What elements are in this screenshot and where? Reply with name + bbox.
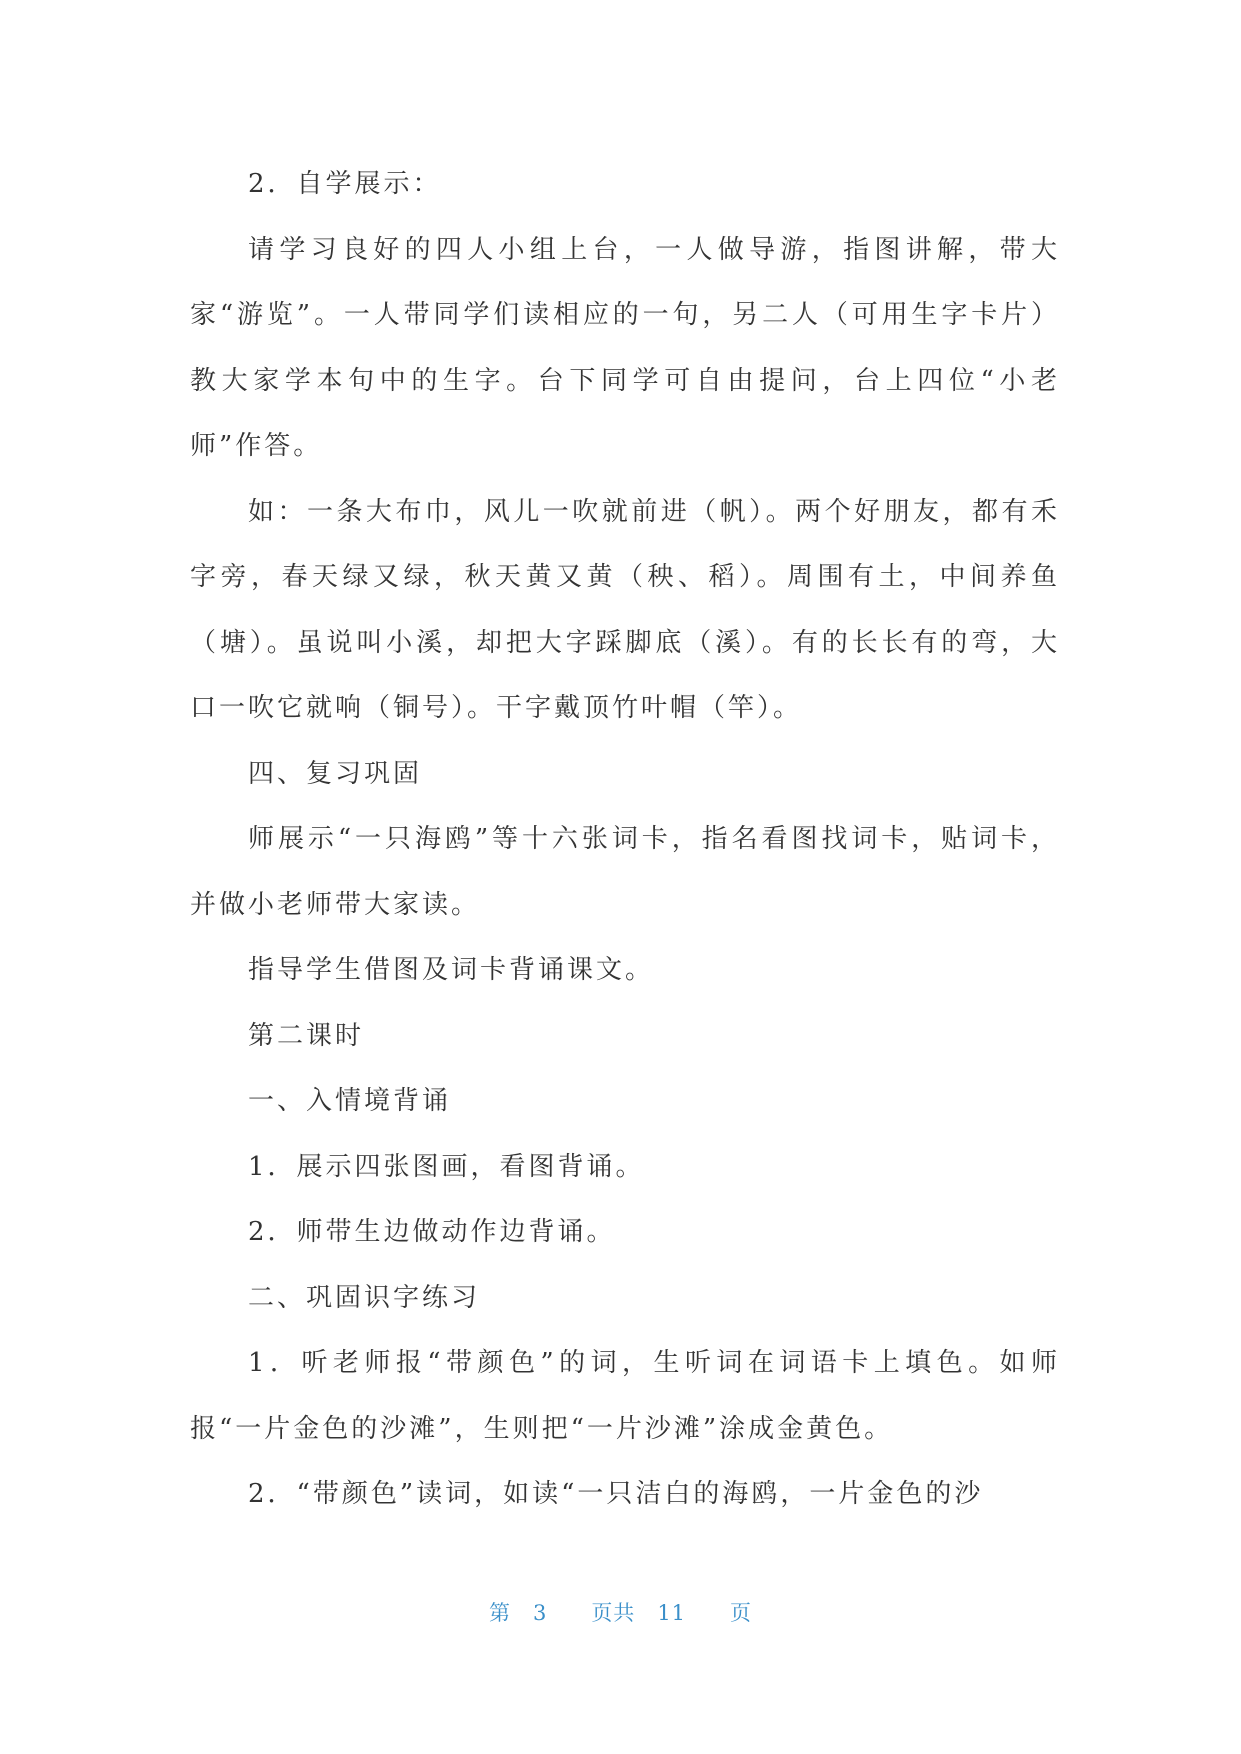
paragraph-self-study-heading: 2．自学展示： bbox=[248, 169, 442, 199]
paragraph-recite-guide: 指导学生借图及词卡背诵课文。 bbox=[248, 955, 655, 985]
paragraph-review-heading: 四、复习巩固 bbox=[248, 758, 423, 789]
footer-label-end: 页 bbox=[730, 1601, 753, 1625]
paragraph-read-color-words: 2．“带颜色”读词，如读“一只洁白的海鸥，一片金色的沙 bbox=[248, 1479, 984, 1509]
document-body bbox=[190, 152, 1060, 1528]
paragraph-act-recite: 2．师带生边做动作边背诵。 bbox=[248, 1217, 616, 1247]
paragraph-word-cards: 师展示“一只海鸥”等十六张词卡，指名看图找词卡，贴词卡，并做小老师带大家读。 bbox=[190, 824, 1060, 920]
footer-total-pages: 11 bbox=[657, 1601, 687, 1625]
paragraph-riddles: 如：一条大布巾，风儿一吹就前进（帆）。两个好朋友，都有禾字旁，春天绿又绿，秋天黄又黄（秧、稻）。周围有土，中间养鱼（塘）。虽说叫小溪，却把大字踩脚底（溪）。有的长长有的弯，大口一吹它就响（铜号）。干字戴顶竹叶帽（竿）。 bbox=[190, 496, 1060, 723]
footer-current-page: 3 bbox=[532, 1601, 548, 1625]
footer-label-of: 页共 bbox=[591, 1601, 636, 1625]
paragraph-scene-recite-heading: 一、入情境背诵 bbox=[248, 1086, 452, 1116]
paragraph-show-pictures: 1．展示四张图画，看图背诵。 bbox=[248, 1151, 645, 1182]
footer-label-page: 第 bbox=[488, 1601, 511, 1625]
paragraph-literacy-heading: 二、巩固识字练习 bbox=[248, 1282, 481, 1313]
paragraph-second-lesson: 第二课时 bbox=[248, 1020, 365, 1051]
paragraph-group-presentation: 请学习良好的四人小组上台，一人做导游，指图讲解，带大家“游览”。一人带同学们读相应的一句，另二人（可用生字卡片）教大家学本句中的生字。台下同学可自由提问，台上四位“小老师”作答。 bbox=[190, 234, 1060, 461]
page-footer bbox=[0, 1597, 1241, 1627]
paragraph-color-words: 1．听老师报“带颜色”的词，生听词在词语卡上填色。如师报“一片金色的沙滩”，生则把“一片沙滩”涂成金黄色。 bbox=[190, 1348, 1060, 1444]
